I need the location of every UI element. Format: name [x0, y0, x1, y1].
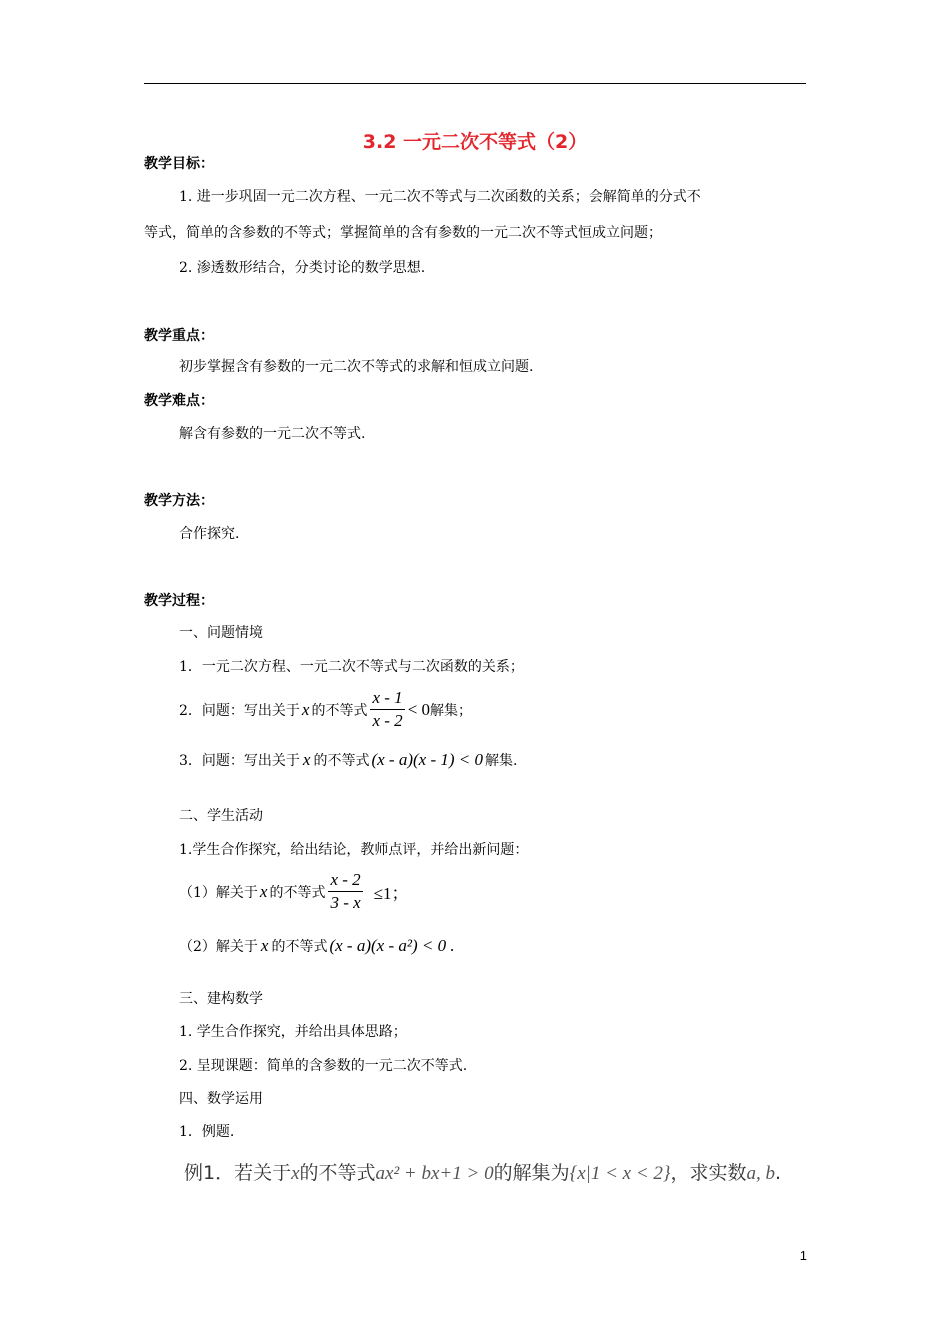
- item-3-expression: (x - a)(x - 1) < 0: [371, 750, 483, 769]
- question-1-prefix: （1）解关于: [179, 884, 258, 901]
- item-2-prefix: 2．问题：写出关于: [179, 702, 300, 719]
- example-end: .: [775, 1162, 782, 1184]
- example-prefix: 例1．若关于: [184, 1162, 292, 1184]
- example-variables: a, b: [746, 1163, 776, 1184]
- example-inequality: ax² + bx+1 > 0: [375, 1163, 494, 1184]
- question-2-prefix: （2）解关于: [179, 939, 258, 955]
- example-solution-set: {x|1 < x < 2}: [569, 1163, 671, 1184]
- question-1-relation: ≤1；: [373, 884, 409, 903]
- difficulties-heading: 教学难点：: [144, 393, 214, 409]
- item-3-suffix: 解集.: [485, 753, 518, 769]
- section-4-item-1: 1．例题.: [179, 1124, 235, 1140]
- question-1-variable: x: [259, 881, 268, 901]
- key-points-heading: 教学重点：: [144, 328, 214, 344]
- example-1: [184, 1158, 781, 1185]
- objective-2: 2. 渗透数形结合，分类讨论的数学思想.: [179, 260, 426, 276]
- process-heading: 教学过程：: [144, 593, 214, 609]
- section-2-item-1: 1.学生合作探究，给出结论，教师点评，并给出新问题：: [179, 842, 529, 858]
- objective-1-line-2: 等式，简单的含参数的不等式；掌握简单的含有参数的一元二次不等式恒成立问题；: [144, 225, 662, 241]
- fraction-x1-over-x2: [370, 688, 404, 731]
- page-title: 3.2 一元二次不等式（2）: [362, 131, 588, 153]
- section-3-item-1: 1. 学生合作探究，并给出具体思路；: [179, 1024, 407, 1040]
- section-3-title: 三、建构数学: [179, 991, 263, 1007]
- example-variable: x: [291, 1163, 300, 1184]
- item-3-variable: x: [302, 750, 311, 769]
- item-2-mid: 的不等式: [311, 702, 368, 719]
- example-suffix: ，求实数: [670, 1162, 747, 1184]
- method-text: 合作探究.: [179, 526, 240, 542]
- section-4-title: 四、数学运用: [179, 1091, 263, 1107]
- section-3-item-2: 2. 呈现课题：简单的含参数的一元二次不等式.: [179, 1058, 468, 1074]
- item-3-prefix: 3．问题：写出关于: [179, 753, 300, 769]
- fraction-x2-over-3x: [328, 870, 362, 913]
- question-1-mid: 的不等式: [269, 884, 326, 901]
- fraction-denominator: x - 2: [372, 711, 403, 730]
- example-mid: 的不等式: [299, 1162, 376, 1184]
- section-1-title: 一、问题情境: [179, 625, 263, 641]
- page-number: 1: [799, 1248, 807, 1263]
- section-2-question-2: [179, 936, 457, 956]
- key-points-text: 初步掌握含有参数的一元二次不等式的求解和恒成立问题.: [179, 359, 534, 375]
- section-1-item-3: [179, 750, 517, 770]
- method-heading: 教学方法：: [144, 493, 214, 509]
- fraction-numerator: x - 1: [370, 688, 404, 710]
- objective-1-line-1: 1. 进一步巩固一元二次方程、一元二次不等式与二次函数的关系；会解简单的分式不: [179, 189, 701, 205]
- item-2-relation: < 0: [407, 699, 431, 719]
- question-2-variable: x: [260, 936, 269, 955]
- objectives-heading: 教学目标：: [144, 156, 214, 172]
- item-2-variable: x: [301, 699, 310, 719]
- example-mid-2: 的解集为: [493, 1162, 570, 1184]
- fraction-denominator: 3 - x: [330, 893, 361, 912]
- section-2-question-1: [179, 870, 409, 913]
- header-rule: [144, 83, 806, 84]
- section-1-item-1: 1．一元二次方程、一元二次不等式与二次函数的关系；: [179, 659, 524, 675]
- difficulties-text: 解含有参数的一元二次不等式.: [179, 426, 366, 442]
- section-2-title: 二、学生活动: [179, 808, 263, 824]
- section-1-item-2: [179, 688, 472, 731]
- item-2-suffix: 解集；: [430, 702, 473, 719]
- fraction-numerator: x - 2: [328, 870, 362, 892]
- question-2-expression: (x - a)(x - a²) < 0 .: [329, 936, 455, 955]
- item-3-mid: 的不等式: [313, 753, 370, 769]
- question-2-mid: 的不等式: [271, 939, 328, 955]
